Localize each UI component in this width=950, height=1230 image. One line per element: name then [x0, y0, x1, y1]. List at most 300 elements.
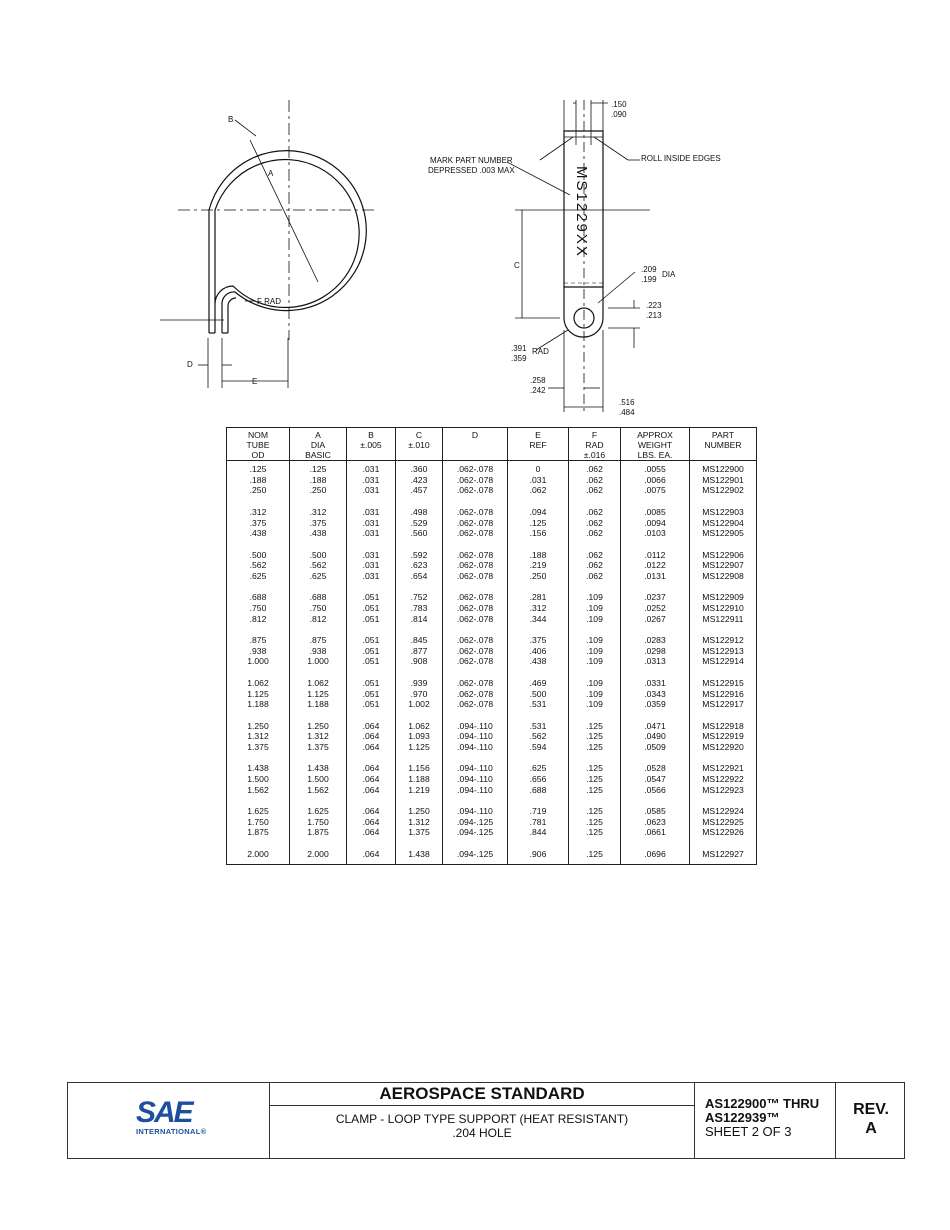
cell-value: .625 [309, 570, 327, 581]
cell-value: .125 [586, 741, 603, 752]
header-line: RAD [585, 440, 604, 450]
cell-value: MS122903 [702, 506, 744, 517]
cell-value: MS122921 [702, 763, 744, 774]
label-f-rad: F RAD [257, 297, 281, 306]
dia-label: DIA [662, 270, 676, 279]
cell-value: .094-.125 [456, 816, 494, 827]
cell-value: .109 [586, 645, 603, 656]
cell-value: .125 [529, 517, 547, 528]
table-cell [290, 547, 347, 590]
revision-label: REV. [853, 1101, 889, 1118]
cell-value: MS122927 [702, 848, 744, 859]
cell-value: MS122904 [702, 517, 744, 528]
cell-value: .0103 [644, 528, 666, 539]
cell-value: .0509 [644, 741, 666, 752]
cell-value: .0298 [644, 645, 666, 656]
cell-value: .064 [362, 741, 380, 752]
cell-value: MS122916 [702, 688, 744, 699]
width-min: .090 [611, 110, 627, 119]
table-row-group [227, 547, 757, 590]
header-line: E [535, 430, 541, 440]
cell-value: .0237 [644, 592, 666, 603]
table-cell [347, 675, 396, 718]
cell-value: 1.750 [307, 816, 329, 827]
table-cell [443, 675, 508, 718]
cell-value: .0547 [644, 774, 666, 785]
header-line: F [591, 430, 598, 440]
cell-value: .051 [362, 656, 380, 667]
document-number-cell [695, 1083, 836, 1158]
table-cell [290, 504, 347, 547]
label-a: A [268, 169, 274, 178]
cell-value: .109 [586, 677, 603, 688]
sheet-number: SHEET 2 OF 3 [705, 1124, 792, 1139]
cell-value: .031 [362, 474, 380, 485]
cell-value: 1.188 [307, 699, 329, 710]
table-cell [227, 718, 290, 761]
cell-value: .062-.078 [456, 464, 494, 474]
cell-value: MS122910 [702, 603, 744, 614]
cell-value: .064 [362, 848, 380, 859]
cell-value: 1.125 [408, 741, 430, 752]
edge-min: .213 [646, 311, 662, 320]
table-cell [443, 504, 508, 547]
cell-value: .109 [586, 635, 603, 646]
table-row-group [227, 846, 757, 865]
cell-value: .094-.110 [457, 741, 493, 752]
table-cell [290, 846, 347, 865]
cell-value: .051 [362, 688, 380, 699]
cell-value: .250 [249, 485, 267, 496]
cell-value: .0075 [644, 485, 666, 496]
cell-value: MS122901 [702, 474, 744, 485]
table-cell [227, 675, 290, 718]
cell-value: 1.438 [247, 763, 269, 774]
table-cell [347, 803, 396, 846]
table-cell [508, 461, 569, 504]
cell-value: .062-.078 [456, 560, 494, 571]
cell-value: .125 [586, 784, 603, 795]
cell-value: MS122919 [702, 731, 744, 742]
header-line: B [368, 430, 374, 440]
header-line: TUBE [246, 440, 270, 450]
cell-value: .109 [586, 603, 603, 614]
cell-value: .062-.078 [456, 485, 494, 496]
table-row-group [227, 760, 757, 803]
cell-value: .031 [362, 549, 380, 560]
table-cell [621, 547, 690, 590]
width-max: .150 [611, 100, 627, 109]
cell-value: .500 [309, 549, 327, 560]
cell-value: 1.375 [408, 827, 430, 838]
column-header [227, 428, 290, 461]
cell-value: .062-.078 [456, 656, 494, 667]
cell-value: MS122912 [702, 635, 744, 646]
table-cell [396, 803, 443, 846]
header-line: ±.005 [360, 440, 382, 450]
cell-value: .062 [586, 517, 603, 528]
cell-value: .688 [309, 592, 327, 603]
table-cell [227, 504, 290, 547]
cell-value: .938 [309, 645, 327, 656]
table-cell [569, 461, 621, 504]
cell-value: .031 [362, 560, 380, 571]
table-cell [690, 675, 757, 718]
cell-value: .0131 [644, 570, 666, 581]
title-block [67, 1082, 905, 1159]
table-cell [508, 846, 569, 865]
cell-value: .051 [362, 645, 380, 656]
cell-value: 2.000 [307, 848, 329, 859]
header-line [396, 450, 442, 460]
table-row-group [227, 675, 757, 718]
table-cell [621, 760, 690, 803]
cell-value: .312 [529, 603, 547, 614]
cell-value: .125 [586, 763, 603, 774]
cell-value: .0343 [644, 688, 666, 699]
table-cell [347, 760, 396, 803]
cell-value: .062-.078 [456, 699, 494, 710]
header-line: REF [529, 440, 547, 450]
cell-value: 1.375 [307, 741, 329, 752]
cell-value: .051 [362, 699, 380, 710]
cell-value: .064 [362, 827, 380, 838]
table-cell [690, 461, 757, 504]
table-cell [569, 675, 621, 718]
cell-value: .109 [586, 656, 603, 667]
cell-value: 1.062 [307, 677, 329, 688]
cell-value: 1.250 [307, 720, 329, 731]
cell-value: .939 [410, 677, 428, 688]
cell-value: 1.000 [247, 656, 269, 667]
sae-logo-text: SAE [136, 1096, 192, 1129]
cell-value: 1.500 [307, 774, 329, 785]
cell-value: 1.875 [307, 827, 329, 838]
header-line [690, 450, 756, 460]
part-mark: MS1229XX [573, 166, 590, 258]
hole-max: .209 [641, 265, 657, 274]
cell-value: .094-.110 [457, 806, 493, 817]
cell-value: .0112 [644, 549, 666, 560]
cell-value: .844 [529, 827, 547, 838]
table-row-group [227, 461, 757, 504]
label-b: B [228, 115, 234, 124]
table-cell [443, 589, 508, 632]
table-cell [290, 675, 347, 718]
table-body [227, 461, 757, 865]
cell-value: .062 [586, 506, 603, 517]
cell-value: .062-.078 [456, 549, 494, 560]
cell-value: .625 [529, 763, 547, 774]
cell-value: MS122918 [702, 720, 744, 731]
cell-value: .562 [529, 731, 547, 742]
table-cell [396, 504, 443, 547]
table-cell [569, 846, 621, 865]
cell-value: .062 [529, 485, 547, 496]
cell-value: .438 [309, 528, 327, 539]
cell-value: .062-.078 [456, 635, 494, 646]
table-cell [227, 632, 290, 675]
cell-value: .031 [362, 570, 380, 581]
table-cell [396, 632, 443, 675]
table-cell [290, 632, 347, 675]
subtitle-line1: CLAMP - LOOP TYPE SUPPORT (HEAT RESISTANT) [335, 1112, 629, 1126]
cell-value: MS122924 [702, 806, 744, 817]
table-cell [621, 461, 690, 504]
cell-value: .688 [529, 784, 547, 795]
table-cell [621, 718, 690, 761]
table-cell [443, 718, 508, 761]
cell-value: .125 [586, 731, 603, 742]
cell-value: .125 [586, 827, 603, 838]
cell-value: .656 [529, 774, 547, 785]
table-cell [290, 589, 347, 632]
cell-value: 1.219 [408, 784, 430, 795]
cell-value: .0585 [644, 806, 666, 817]
cell-value: .0528 [644, 763, 666, 774]
table-cell [227, 760, 290, 803]
cell-value: .064 [362, 816, 380, 827]
cell-value: .531 [529, 720, 547, 731]
cell-value: 1.312 [247, 731, 269, 742]
table-cell [508, 547, 569, 590]
cell-value: .062 [586, 560, 603, 571]
cell-value: 1.062 [247, 677, 269, 688]
cell-value: .812 [249, 613, 267, 624]
cell-value: 1.625 [307, 806, 329, 817]
table-cell [347, 589, 396, 632]
cell-value: 1.750 [247, 816, 269, 827]
table-cell [227, 461, 290, 504]
cell-value: .814 [410, 613, 428, 624]
standard-title: AEROSPACE STANDARD [270, 1083, 694, 1106]
rad-max: .391 [511, 344, 527, 353]
cell-value: .0359 [644, 699, 666, 710]
edge-max: .223 [646, 301, 662, 310]
table-cell [621, 589, 690, 632]
cell-value: .312 [249, 506, 267, 517]
cell-value: .0471 [644, 720, 666, 731]
header-line [443, 450, 507, 460]
header-line [508, 450, 568, 460]
column-header [290, 428, 347, 461]
cell-value: .051 [362, 603, 380, 614]
cell-value: MS122922 [702, 774, 744, 785]
cell-value: .109 [586, 699, 603, 710]
cell-value: .783 [410, 603, 428, 614]
cell-value: .051 [362, 677, 380, 688]
cell-value: .062 [586, 474, 603, 485]
cell-value: .094-.110 [457, 774, 493, 785]
cell-value: .051 [362, 592, 380, 603]
table-cell [690, 589, 757, 632]
mark-note-line2: DEPRESSED .003 MAX [428, 166, 515, 175]
table-cell [396, 461, 443, 504]
table-cell [443, 461, 508, 504]
cell-value: .500 [249, 549, 267, 560]
table-cell [621, 675, 690, 718]
header-line [347, 450, 395, 460]
cell-value: .109 [586, 688, 603, 699]
cell-value: .125 [586, 806, 603, 817]
table-cell [690, 718, 757, 761]
cell-value: .156 [529, 528, 547, 539]
cell-value: 1.500 [247, 774, 269, 785]
revision-value: A [865, 1120, 877, 1137]
label-e: E [252, 377, 258, 386]
cell-value: .250 [529, 570, 547, 581]
cell-value: .281 [529, 592, 547, 603]
cell-value: 1.312 [408, 816, 430, 827]
table-cell [227, 589, 290, 632]
doc-number-line1: AS122900™ THRU [705, 1096, 820, 1111]
header-line: C [415, 430, 423, 440]
cell-value: .562 [249, 560, 267, 571]
logo-cell [68, 1083, 270, 1158]
table-cell [569, 504, 621, 547]
cell-value: .375 [309, 517, 327, 528]
cell-value: MS122920 [702, 741, 744, 752]
cell-value: .109 [586, 592, 603, 603]
cell-value: .0267 [644, 613, 666, 624]
rad-label: RAD [532, 347, 549, 356]
cell-value: 1.250 [247, 720, 269, 731]
header-line: BASIC [305, 450, 331, 460]
header-line: OD [251, 450, 265, 460]
header-line: ±.010 [408, 440, 430, 450]
cell-value: .908 [410, 656, 428, 667]
cell-value: .781 [529, 816, 547, 827]
cell-value: .0094 [644, 517, 666, 528]
table-cell [508, 504, 569, 547]
table-cell [347, 504, 396, 547]
cell-value: .0066 [644, 474, 666, 485]
cell-value: MS122926 [702, 827, 744, 838]
cell-value: .0283 [644, 635, 666, 646]
cell-value: .094-.110 [457, 784, 493, 795]
cell-value: .0661 [644, 827, 666, 838]
cell-value: .970 [410, 688, 428, 699]
table-cell [569, 803, 621, 846]
sae-logo [136, 1096, 207, 1136]
header-line: NUMBER [704, 440, 742, 450]
cell-value: .752 [410, 592, 428, 603]
header-line: PART [711, 430, 735, 440]
cell-value: .031 [362, 464, 380, 474]
cell-value: .094-.110 [457, 731, 493, 742]
cell-value: .188 [249, 474, 267, 485]
cell-value: 1.000 [307, 656, 329, 667]
header-line: WEIGHT [637, 440, 673, 450]
cell-value: .938 [249, 645, 267, 656]
table-cell [227, 547, 290, 590]
center-min: .242 [530, 386, 546, 395]
table-cell [621, 632, 690, 675]
cell-value: MS122900 [702, 464, 744, 474]
cell-value: .0085 [644, 506, 666, 517]
cell-value: 1.002 [408, 699, 430, 710]
table-cell [508, 589, 569, 632]
cell-value: 1.562 [307, 784, 329, 795]
cell-value: 1.375 [247, 741, 269, 752]
header-line: DIA [310, 440, 326, 450]
cell-value: .094-.125 [456, 827, 494, 838]
cell-value: 1.188 [408, 774, 430, 785]
cell-value: .064 [362, 774, 380, 785]
table-cell [347, 461, 396, 504]
cell-value: 1.062 [408, 720, 430, 731]
cell-value: MS122925 [702, 816, 744, 827]
cell-value: .064 [362, 731, 380, 742]
cell-value: .094-.110 [457, 720, 493, 731]
cell-value: MS122907 [702, 560, 744, 571]
cell-value: MS122911 [702, 613, 744, 624]
cell-value: .064 [362, 720, 380, 731]
cell-value: .750 [309, 603, 327, 614]
revision-cell [836, 1083, 906, 1158]
cell-value: .0252 [644, 603, 666, 614]
cell-value: 1.188 [247, 699, 269, 710]
cell-value: .360 [410, 464, 428, 474]
table-row-group [227, 589, 757, 632]
dimension-table [226, 427, 757, 865]
cell-value: .344 [529, 613, 547, 624]
cell-value: .064 [362, 763, 380, 774]
cell-value: .219 [529, 560, 547, 571]
roll-note: ROLL INSIDE EDGES [641, 154, 721, 163]
cell-value: .125 [586, 774, 603, 785]
cell-value: .423 [410, 474, 428, 485]
cell-value: .654 [410, 570, 428, 581]
cell-value: .064 [362, 806, 380, 817]
cell-value: .406 [529, 645, 547, 656]
cell-value: .094-.125 [456, 848, 494, 859]
cell-value: .031 [362, 506, 380, 517]
cell-value: .457 [410, 485, 428, 496]
cell-value: MS122906 [702, 549, 744, 560]
cell-value: .031 [362, 528, 380, 539]
table-cell [569, 589, 621, 632]
table-cell [396, 589, 443, 632]
cell-value: .250 [309, 485, 327, 496]
cell-value: .845 [410, 635, 428, 646]
table-cell [621, 504, 690, 547]
total-min: .484 [619, 408, 635, 417]
table-cell [290, 718, 347, 761]
cell-value: .719 [529, 806, 547, 817]
table-row-group [227, 632, 757, 675]
cell-value: MS122902 [702, 485, 744, 496]
center-max: .258 [530, 376, 546, 385]
cell-value: MS122905 [702, 528, 744, 539]
cell-value: 1.125 [247, 688, 269, 699]
cell-value: 0 [535, 464, 541, 474]
cell-value: MS122908 [702, 570, 744, 581]
cell-value: .062-.078 [456, 688, 494, 699]
cell-value: .109 [586, 613, 603, 624]
clamp-drawing [0, 0, 950, 430]
table-cell [443, 547, 508, 590]
cell-value: .031 [362, 485, 380, 496]
table-cell [508, 803, 569, 846]
cell-value: .529 [410, 517, 428, 528]
cell-value: .094-.110 [457, 763, 493, 774]
table-cell [621, 846, 690, 865]
cell-value: .375 [529, 635, 547, 646]
table-cell [690, 632, 757, 675]
mark-note-line1: MARK PART NUMBER [430, 156, 513, 165]
table-cell [508, 675, 569, 718]
